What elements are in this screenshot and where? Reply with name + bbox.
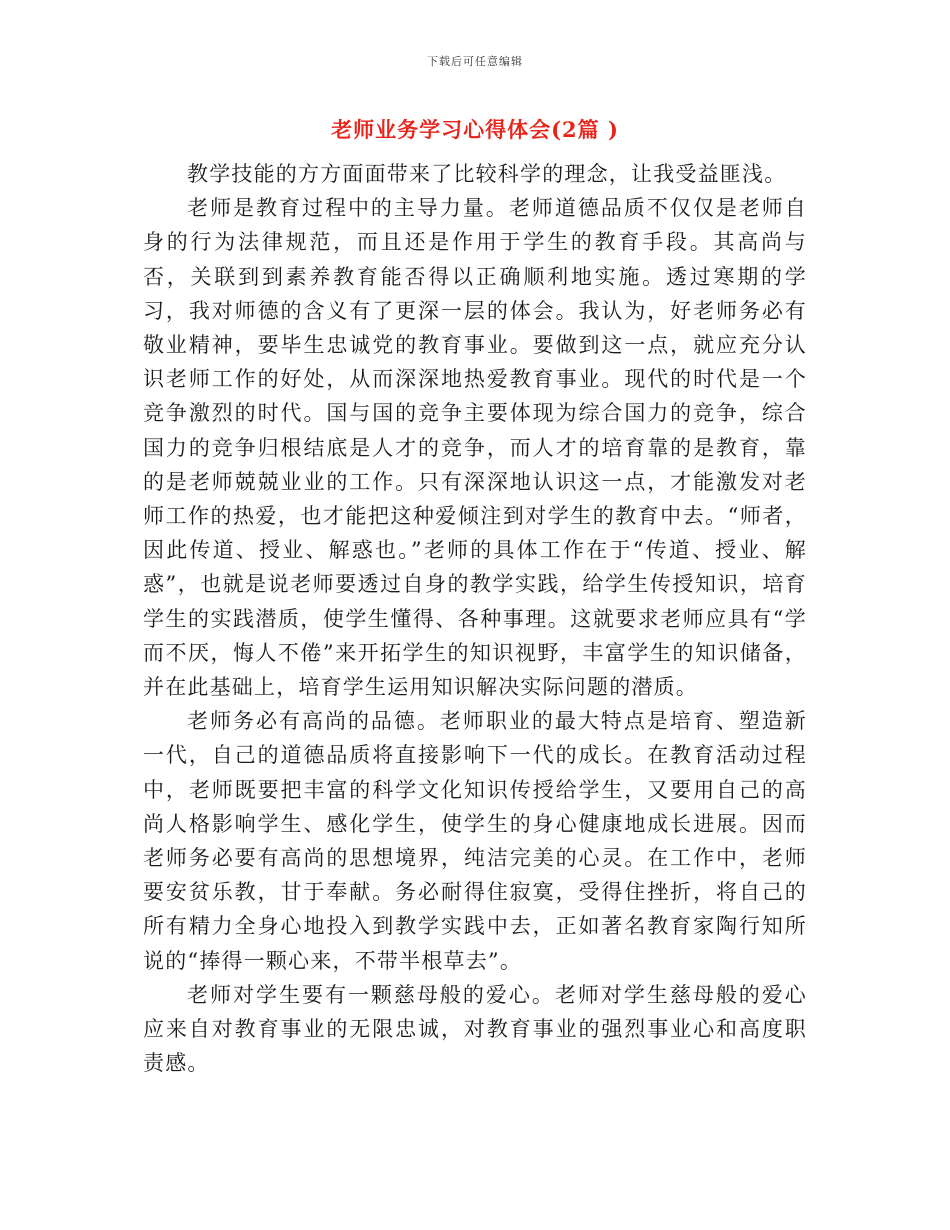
paragraph-teacher-morals: 老师务必有高尚的品德。老师职业的最大特点是培育、塑造新一代，自己的道德品质将直接影响下一代的成长。在教育活动过程中，老师既要把丰富的科学文化知识传授给学生，又要用自己的高尚人格影响学生、感化学生，使学生的身心健康地成长进展。因而老师务必要有高尚的思想境界，纯洁完美的心灵。在工作中，老师要安贫乐教，甘于奉献。务必耐得住寂寞，受得住挫折，将自己的所有精力全身心地投入到教学实践中去，正如著名教育家陶行知所说的“捧得一颗心来，不带半根草去”。 xyxy=(143,709,807,973)
page-header-note: 下载后可任意编辑 xyxy=(427,55,523,68)
paragraph-teacher-love: 老师对学生要有一颗慈母般的爱心。老师对学生慈母般的爱心应来自对教育事业的无限忠诚，对教育事业的强烈事业心和高度职责感。 xyxy=(143,982,807,1076)
document-title: 老师业务学习心得体会(2篇 ) xyxy=(331,117,619,142)
paragraph-teacher-role: 老师是教育过程中的主导力量。老师道德品质不仅仅是老师自身的行为法律规范，而且还是作用于学生的教育手段。其高尚与否，关联到到素养教育能否得以正确顺利地实施。透过寒期的学习，我对师德的含义有了更深一层的体会。我认为，好老师务必有敬业精神，要毕生忠诚党的教育事业。要做到这一点，就应充分认识老师工作的好处，从而深深地热爱教育事业。现代的时代是一个竞争激烈的时代。国与国的竞争主要体现为综合国力的竞争，综合国力的竞争归根结底是人才的竞争，而人才的培育靠的是教育，靠的是老师兢兢业业的工作。只有深深地认识这一点，才能激发对老师工作的热爱，也才能把这种爱倾注到对学生的教育中去。“师者，因此传道、授业、解惑也。”老师的具体工作在于“传道、授业、解惑”，也就是说老师要透过自身的教学实践，给学生传授知识，培育学生的实践潜质，使学生懂得、各种事理。这就要求老师应具有“学而不厌，悔人不倦”来开拓学生的知识视野，丰富学生的知识储备，并在此基础上，培育学生运用知识解决实际问题的潜质。 xyxy=(143,196,807,700)
document-body xyxy=(143,157,807,1080)
paragraph-intro: 教学技能的方方面面带来了比较科学的理念，让我受益匪浅。 xyxy=(187,162,787,186)
